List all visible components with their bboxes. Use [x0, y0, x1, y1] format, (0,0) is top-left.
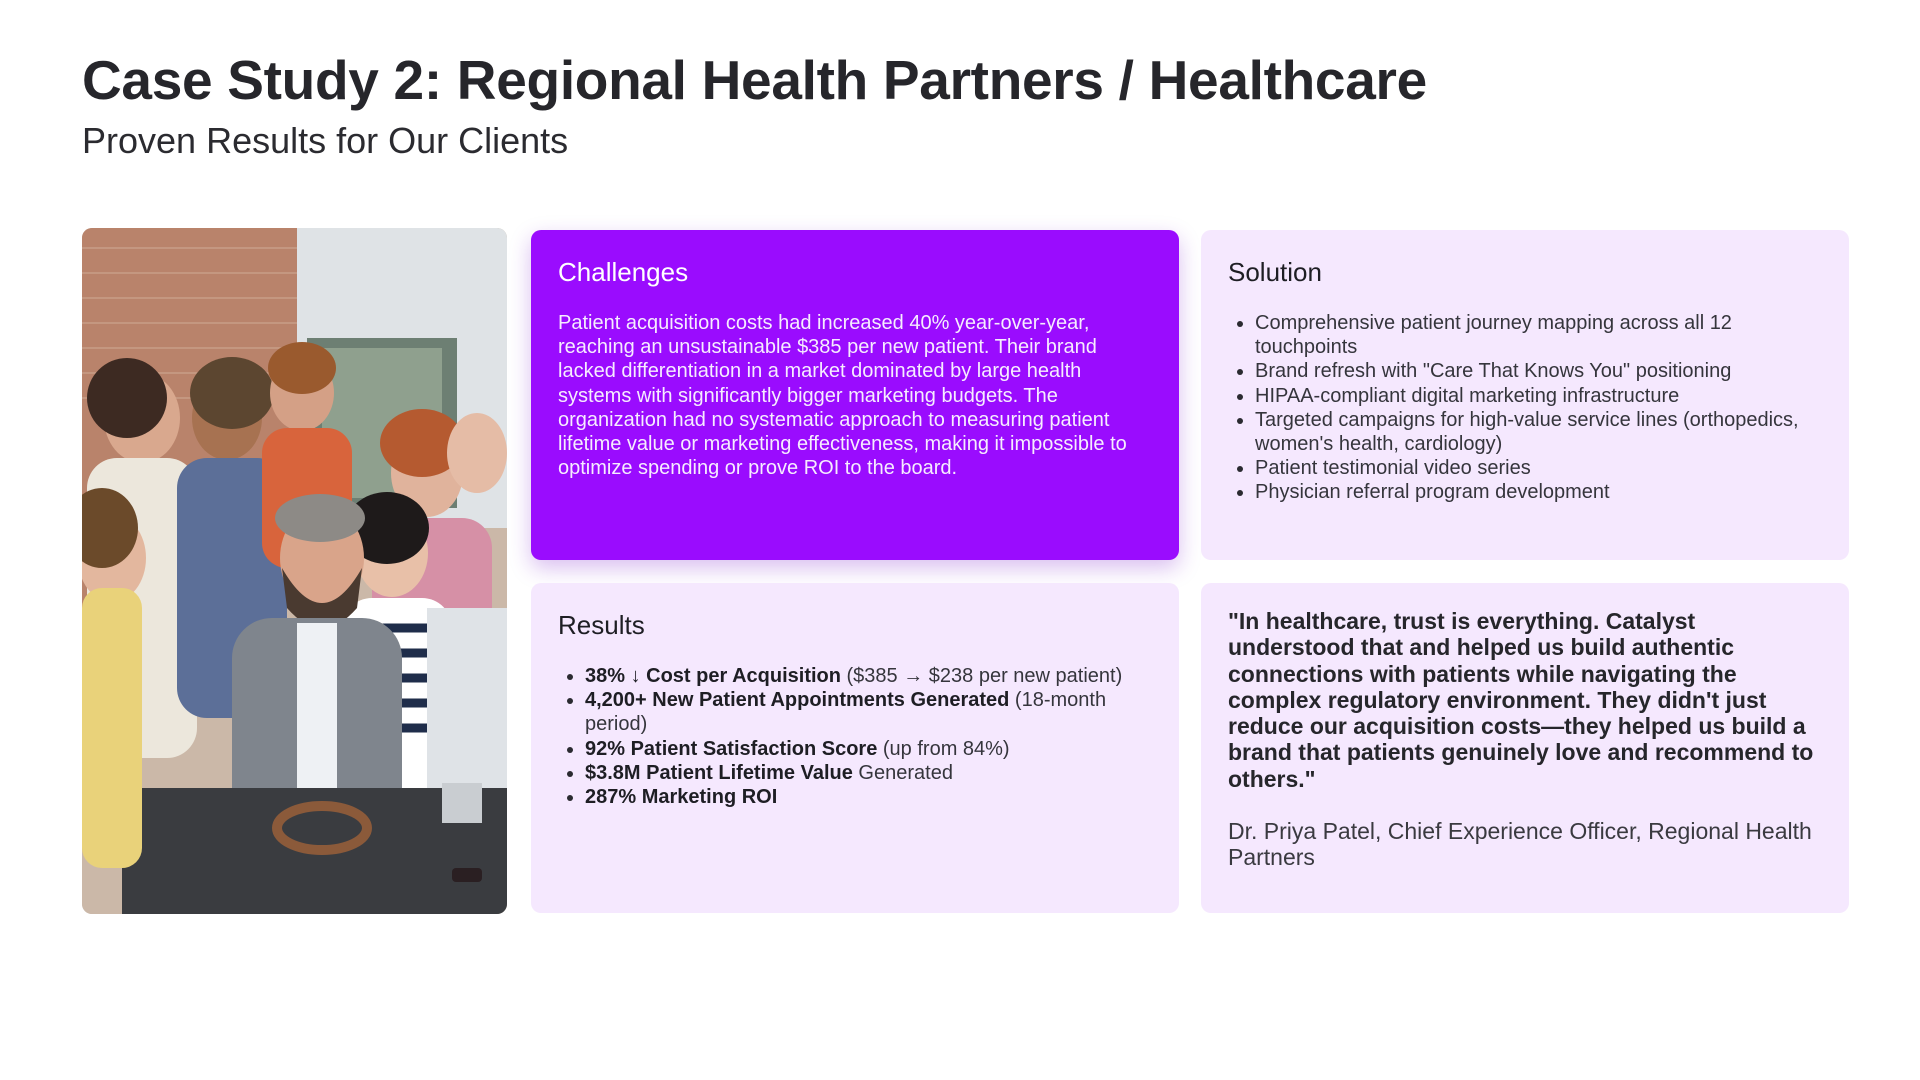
challenges-card	[531, 230, 1179, 560]
results-heading: Results	[558, 610, 645, 640]
solution-card	[1201, 230, 1849, 560]
list-item	[585, 737, 1152, 761]
metric-label: $3.8M Patient Lifetime Value	[585, 761, 853, 784]
metric-label: 38% ↓ Cost per Acquisition	[585, 665, 841, 687]
list-item: • HIPAA-compliant digital marketing infrastructure	[1255, 384, 1822, 408]
metric-detail: ($385 → $238 per new patient)	[840, 665, 1123, 687]
list-item: • Patient testimonial video series	[1255, 456, 1822, 480]
testimonial-author: Dr. Priya Patel, Chief Experience Officer, Regional Health Partners	[1228, 818, 1812, 871]
metric-label: 4,200+ New Patient Appointments Generated	[585, 689, 1010, 712]
team-photo	[82, 228, 507, 914]
metric-label: 92% Patient Satisfaction Score	[585, 737, 878, 760]
list-item	[585, 785, 1152, 809]
metric-label: 287% Marketing ROI	[585, 786, 778, 809]
solution-heading: Solution	[1228, 257, 1322, 287]
solution-list	[1228, 311, 1822, 505]
team-at-computer-photo-icon	[82, 228, 507, 914]
list-item	[585, 761, 1152, 785]
challenges-heading: Challenges	[558, 257, 689, 287]
testimonial-card	[1201, 583, 1849, 913]
page-subtitle: Proven Results for Our Clients	[82, 120, 569, 161]
metric-detail: Generated	[852, 761, 953, 784]
list-item	[585, 664, 1152, 688]
testimonial-quote: "In healthcare, trust is everything. Catalyst understood that and helped us build authentic connections with patients while navigating the complex regulatory environment. They didn't just reduce our acquisition costs—they helped us build a brand that patients genuinely love and recommend to others."	[1228, 608, 1814, 792]
list-item: • Comprehensive patient journey mapping across all 12 touchpoints	[1255, 311, 1822, 359]
metric-detail: (18-month period)	[585, 689, 1107, 736]
list-item: • Physician referral program development	[1255, 480, 1822, 504]
results-card	[531, 583, 1179, 913]
list-item: • Targeted campaigns for high-value service lines (orthopedics, women's health, cardiology)	[1255, 408, 1822, 456]
page-title: Case Study 2: Regional Health Partners / Healthcare	[82, 49, 1427, 111]
list-item	[585, 688, 1152, 736]
results-list	[558, 664, 1152, 809]
metric-detail: (up from 84%)	[877, 737, 1010, 760]
challenges-body: Patient acquisition costs had increased 40% year-over-year, reaching an unsustainable $385 per new patient. Their brand lacked differentiation in a market dominated by large health systems with significantly bigger marketing budgets. The organization had no systematic approach to measuring patient lifetime value or marketing effectiveness, making it impossible to optimize spending or prove ROI to the board.	[558, 312, 1127, 480]
list-item: • Brand refresh with "Care That Knows You" positioning	[1255, 359, 1822, 383]
